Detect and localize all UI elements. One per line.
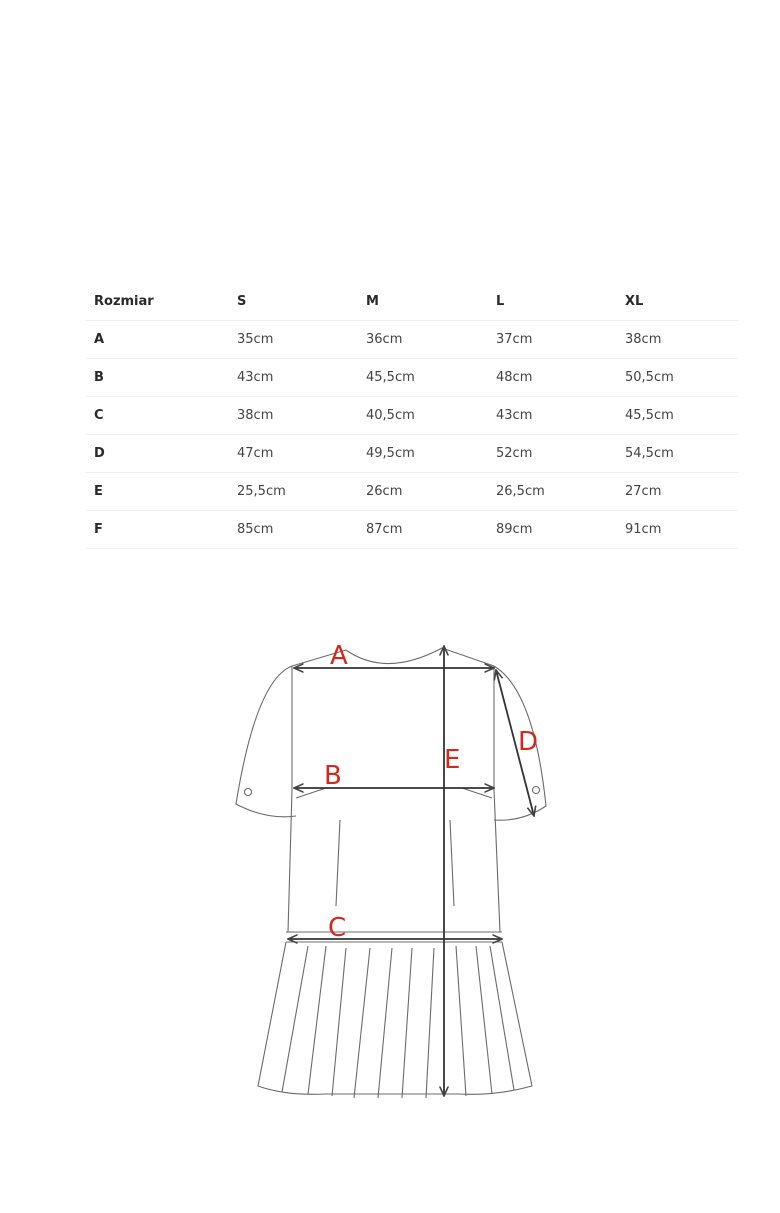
row-label: D [86,435,229,473]
right-sleeve-button [533,787,540,794]
table-header-row [86,282,738,321]
table-row [86,511,738,549]
table-cell: 43cm [229,359,358,397]
left-sleeve-button [245,789,252,796]
table-cell: 54,5cm [617,435,738,473]
label-a: A [330,641,348,671]
row-label: F [86,511,229,549]
table-cell: 36cm [358,321,488,359]
neckline [346,648,442,664]
bodice-right-side [494,790,500,932]
left-seam [336,820,340,906]
pleat [426,948,434,1098]
pleat [456,946,466,1096]
table-cell: 87cm [358,511,488,549]
label-b: B [324,761,342,791]
pleat [490,946,514,1090]
header-cell: M [358,282,488,321]
table-cell: 35cm [229,321,358,359]
table-row [86,321,738,359]
row-label: E [86,473,229,511]
pleat [476,946,492,1094]
table-cell: 26,5cm [488,473,617,511]
label-d: D [518,727,539,757]
pleat [378,948,392,1098]
label-c: C [328,913,347,943]
row-label: C [86,397,229,435]
header-cell: S [229,282,358,321]
table-cell: 45,5cm [617,397,738,435]
pleat [354,948,370,1098]
table-cell: 38cm [229,397,358,435]
skirt-outline [258,942,532,1094]
header-cell: Rozmiar [86,282,229,321]
row-label: B [86,359,229,397]
table-cell: 25,5cm [229,473,358,511]
pleat [308,946,326,1094]
header-cell: L [488,282,617,321]
table-cell: 47cm [229,435,358,473]
table-row [86,359,738,397]
table-row [86,435,738,473]
size-table [86,282,738,549]
right-seam [450,820,454,906]
label-e: E [444,745,461,775]
table-cell: 40,5cm [358,397,488,435]
table-cell: 26cm [358,473,488,511]
table-cell: 50,5cm [617,359,738,397]
row-label: A [86,321,229,359]
header-cell: XL [617,282,738,321]
pleat [402,948,412,1098]
pleat [332,948,346,1096]
table-cell: 85cm [229,511,358,549]
table-cell: 27cm [617,473,738,511]
right-shoulder [442,648,494,666]
pleat [282,946,308,1092]
dress-measurement-diagram [226,630,556,1110]
table-cell: 89cm [488,511,617,549]
table-cell: 43cm [488,397,617,435]
dress-outline [236,648,546,1098]
table-cell: 49,5cm [358,435,488,473]
table-cell: 48cm [488,359,617,397]
table-cell: 38cm [617,321,738,359]
table-row [86,473,738,511]
table-cell: 91cm [617,511,738,549]
left-dart [296,788,326,798]
table-cell: 52cm [488,435,617,473]
right-dart [462,788,492,798]
table-row [86,397,738,435]
table-cell: 45,5cm [358,359,488,397]
table-cell: 37cm [488,321,617,359]
bodice-left-side [288,790,292,932]
